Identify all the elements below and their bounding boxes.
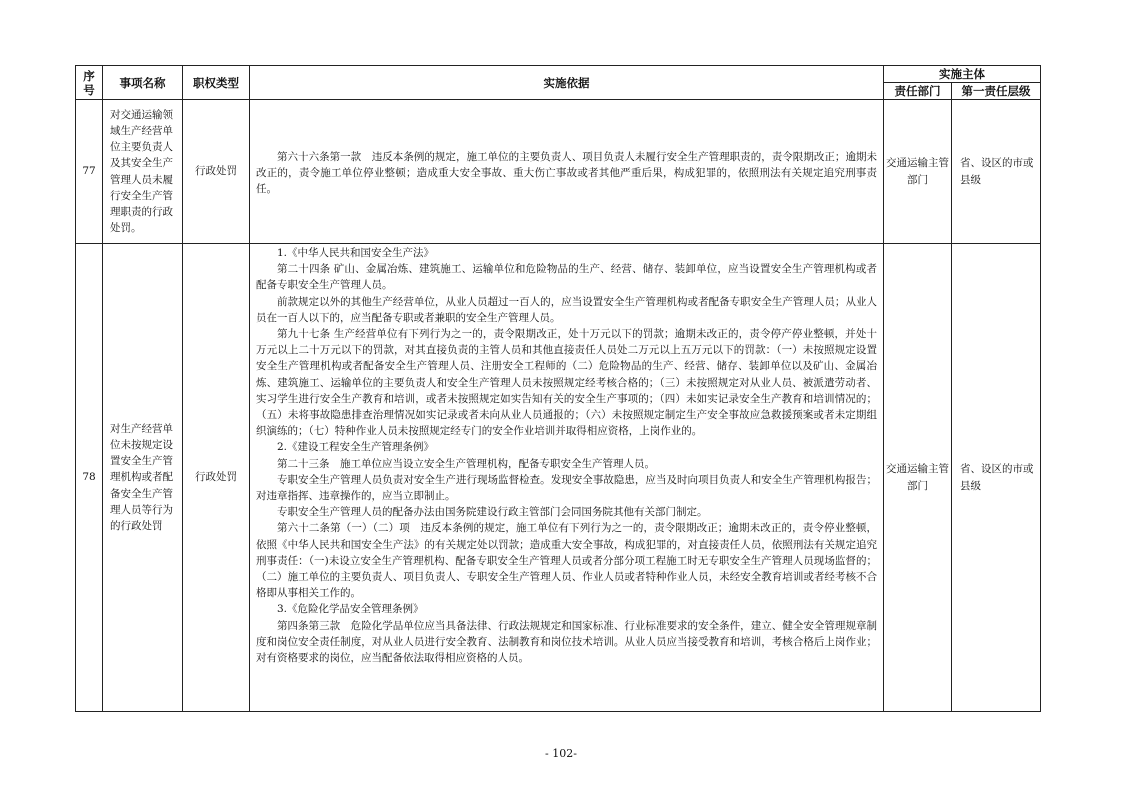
implementation-basis [250,244,884,712]
header-dept: 责任部门 [884,83,952,100]
header-seq: 序号 [76,66,103,100]
implementation-basis [250,100,884,244]
basis-paragraph: 专职安全生产管理人员负责对安全生产进行现场监督检查。发现安全事故隐患，应当及时向项目负责人和安全生产管理机构报告；对违章指挥、违章操作的，应当立即制止。 [256,473,877,503]
row-number: 78 [76,244,103,712]
responsible-dept: 交通运输主管部门 [884,100,952,244]
law-title: 1.《中华人民共和国安全生产法》 [277,247,435,259]
matter-name: 对生产经营单位未按规定设置安全生产管理机构或者配备安全生产管理人员等行为的行政处罚 [103,244,183,712]
law-title: 3.《危险化学品安全管理条例》 [277,603,424,616]
header-name: 事项名称 [103,66,183,100]
basis-paragraph: 第九十七条 生产经营单位有下列行为之一的，责令限期改正，处十万元以下的罚款；逾期未改正的，责令停产停业整顿，并处十万元以上二十万元以下的罚款，对其直接负责的主管人员和其他直接责任人员处二万元以上五万元以下的罚款：（一）未按照规定设置安全生产管理机构或者配备安全生产管理人员、注册安全工程师的（二）危险物品的生产、经营、储存、装卸单位以及矿山、金属冶炼、建筑施工、运输单位的主要负责人和安全生产管理人员未按照规定经考核合格的；（三）未按照规定对从业人员、被派遣劳动者、实习学生进行安全生产教育和培训，或者未按照规定如实告知有关的安全生产事项的；（四）未如实记录安全生产教育和培训情况的；（五）未将事故隐患排查治理情况如实记录或者未向从业人员通报的；（六）未按照规定制定生产安全事故应急救援预案或者未定期组织演练的；（七）特种作业人员未按照规定经专门的安全作业培训并取得相应资格，上岗作业的。 [256,328,877,438]
header-subject: 实施主体 [884,66,1041,83]
page-number: - 102- [545,747,577,760]
table-row [76,100,1041,244]
law-title: 2.《建设工程安全生产管理条例》 [277,441,435,454]
header-level: 第一责任层级 [952,83,1041,100]
basis-paragraph: 第二十四条 矿山、金属冶炼、建筑施工、运输单位和危险物品的生产、经营、储存、装卸单位，应当设置安全生产管理机构或者配备专职安全生产管理人员。 [256,263,877,292]
table-row [76,244,1041,712]
basis-paragraph: 第四条第三款 危险化学品单位应当具备法律、行政法规规定和国家标准、行业标准要求的安全条件，建立、健全安全管理规章制度和岗位安全责任制度，对从业人员进行安全教育、法制教育和岗位技术培训。从业人员应当接受教育和培训，考核合格后上岗作业；对有资格要求的岗位，应当配备依法取得相应资格的人员。 [256,619,877,665]
basis-paragraph: 第六十六条第一款 违反本条例的规定，施工单位的主要负责人、项目负责人未履行安全生产管理职责的，责令限期改正；逾期未改正的，责令施工单位停业整顿；造成重大安全事故、重大伤亡事故或者其他严重后果，构成犯罪的，依照刑法有关规定追究刑事责任。 [256,150,877,196]
power-type: 行政处罚 [183,244,250,712]
row-number: 77 [76,100,103,244]
basis-paragraph: 第六十二条第（一）（二）项 违反本条例的规定，施工单位有下列行为之一的，责令限期改正；逾期未改正的，责令停业整顿，依照《中华人民共和国安全生产法》的有关规定处以罚款；造成重大安全事故，构成犯罪的，对直接责任人员，依照刑法有关规定追究刑事责任：（一)未设立安全生产管理机构、配备专职安全生产管理人员或者分部分项工程施工时无专职安全生产管理人员现场监督的；（二）施工单位的主要负责人、项目负责人、专职安全生产管理人员、作业人员或者特种作业人员，未经安全教育培训或者经考核不合格即从事相关工作的。 [256,522,877,600]
matter-name: 对交通运输领域生产经营单位主要负责人及其安全生产管理人员未履行安全生产管理职责的行政处罚。 [103,100,183,244]
responsible-dept: 交通运输主管部门 [884,244,952,712]
responsibility-level: 省、设区的市或县级 [952,244,1041,712]
header-basis: 实施依据 [250,66,884,100]
matters-table [75,65,1041,712]
responsibility-level: 省、设区的市或县级 [952,100,1041,244]
basis-paragraph: 专职安全生产管理人员的配备办法由国务院建设行政主管部门会同国务院其他有关部门制定。 [277,506,708,519]
header-type: 职权类型 [183,66,250,100]
power-type: 行政处罚 [183,100,250,244]
basis-paragraph: 第二十三条 施工单位应当设立安全生产管理机构，配备专职安全生产管理人员。 [277,457,655,470]
basis-paragraph: 前款规定以外的其他生产经营单位，从业人员超过一百人的，应当设置安全生产管理机构或者配备专职安全生产管理人员；从业人员在一百人以下的，应当配备专职或者兼职的安全生产管理人员。 [256,295,877,324]
